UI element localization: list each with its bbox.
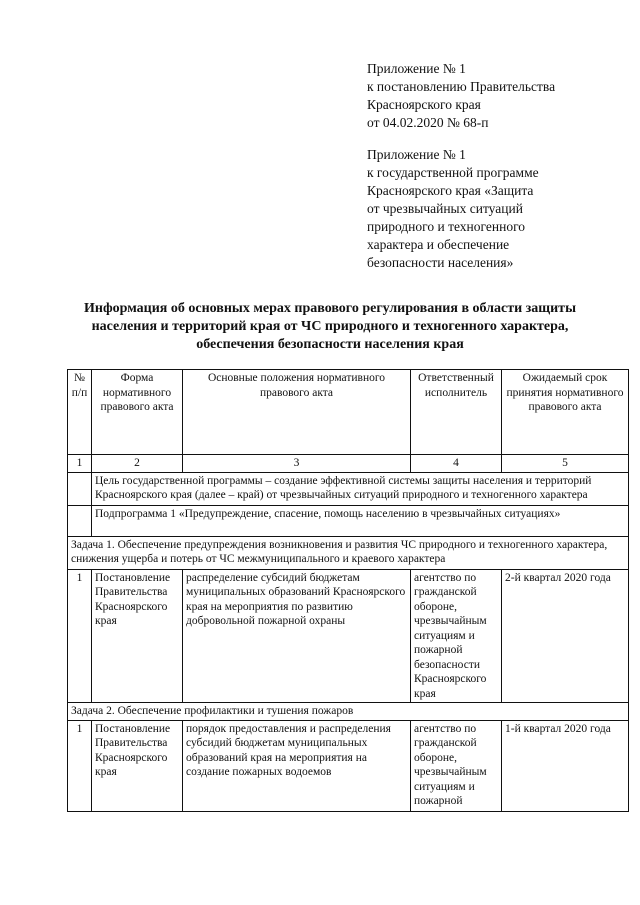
appendix-line: Красноярского края «Защита (367, 183, 534, 198)
subprogram-row (68, 505, 629, 536)
appendix-line: безопасности населения» (367, 255, 514, 270)
row-num: 1 (68, 569, 92, 703)
appendix-line: к государственной программе (367, 165, 539, 180)
column-number: 4 (411, 455, 502, 473)
row-num: 1 (68, 720, 92, 811)
title-line: Информация об основных мерах правового регулирования в области защиты (83, 301, 576, 316)
appendix-to-program (367, 146, 627, 272)
column-number: 1 (68, 455, 92, 473)
row-provisions: распределение субсидий бюджетам муниципальных образований Красноярского края на мероприятия по развитию добровольной пожарной охраны (183, 569, 411, 703)
goal-row (68, 472, 629, 505)
measures-table (67, 369, 629, 812)
title-line: обеспечения безопасности населения края (196, 337, 464, 352)
header-num: № п/п (68, 370, 92, 455)
column-number: 2 (92, 455, 183, 473)
table-header-row (68, 370, 629, 455)
task-row (68, 703, 629, 721)
header-provisions: Основные положения нормативного правового акта (183, 370, 411, 455)
task-1: Задача 1. Обеспечение предупреждения возникновения и развития ЧС природного и техногенного характера, снижения ущерба и потерь от ЧС межмуниципального и краевого характера (68, 536, 629, 569)
appendix-line: к постановлению Правительства (367, 79, 556, 94)
row-form: Постановление Правительства Красноярского края (92, 569, 183, 703)
title-line: населения и территорий края от ЧС природного и техногенного характера, (91, 319, 569, 334)
appendix-line: природного и техногенного (367, 219, 526, 234)
header-form: Форма нормативного правового акта (92, 370, 183, 455)
empty-cell (68, 472, 92, 505)
appendix-line: Красноярского края (367, 97, 481, 112)
appendix-to-decree (367, 60, 627, 132)
appendix-line: Приложение № 1 (367, 61, 466, 76)
table-row (68, 720, 629, 811)
appendix-line: от чрезвычайных ситуаций (367, 201, 523, 216)
column-numbers-row (68, 455, 629, 473)
header-term: Ожидаемый срок принятия нормативного правового акта (502, 370, 629, 455)
column-number: 3 (183, 455, 411, 473)
row-provisions: порядок предоставления и распределения субсидий бюджетам муниципальных образований края на мероприятия на создание пожарных водоемов (183, 720, 411, 811)
program-goal: Цель государственной программы – создание эффективной системы защиты населения и территорий Красноярского края (далее – край) от чрезвычайных ситуаций природного и техногенного характера (92, 472, 629, 505)
row-responsible: агентство по гражданской обороне, чрезвычайным ситуациям и пожарной (411, 720, 502, 811)
row-form: Постановление Правительства Красноярского края (92, 720, 183, 811)
task-row (68, 536, 629, 569)
empty-cell (68, 505, 92, 536)
subprogram-title: Подпрограмма 1 «Предупреждение, спасение, помощь населению в чрезвычайных ситуациях» (92, 505, 629, 536)
table-row (68, 569, 629, 703)
column-number: 5 (502, 455, 629, 473)
row-term: 1-й квартал 2020 года (502, 720, 629, 811)
appendix-line: Приложение № 1 (367, 147, 466, 162)
appendix-line: от 04.02.2020 № 68-п (367, 115, 489, 130)
document-title (60, 300, 600, 354)
appendix-line: характера и обеспечение (367, 237, 510, 252)
row-responsible: агентство по гражданской обороне, чрезвычайным ситуациям и пожарной безопасности Красноярского края (411, 569, 502, 703)
header-responsible: Ответственный исполнитель (411, 370, 502, 455)
task-2: Задача 2. Обеспечение профилактики и тушения пожаров (68, 703, 629, 721)
row-term: 2-й квартал 2020 года (502, 569, 629, 703)
